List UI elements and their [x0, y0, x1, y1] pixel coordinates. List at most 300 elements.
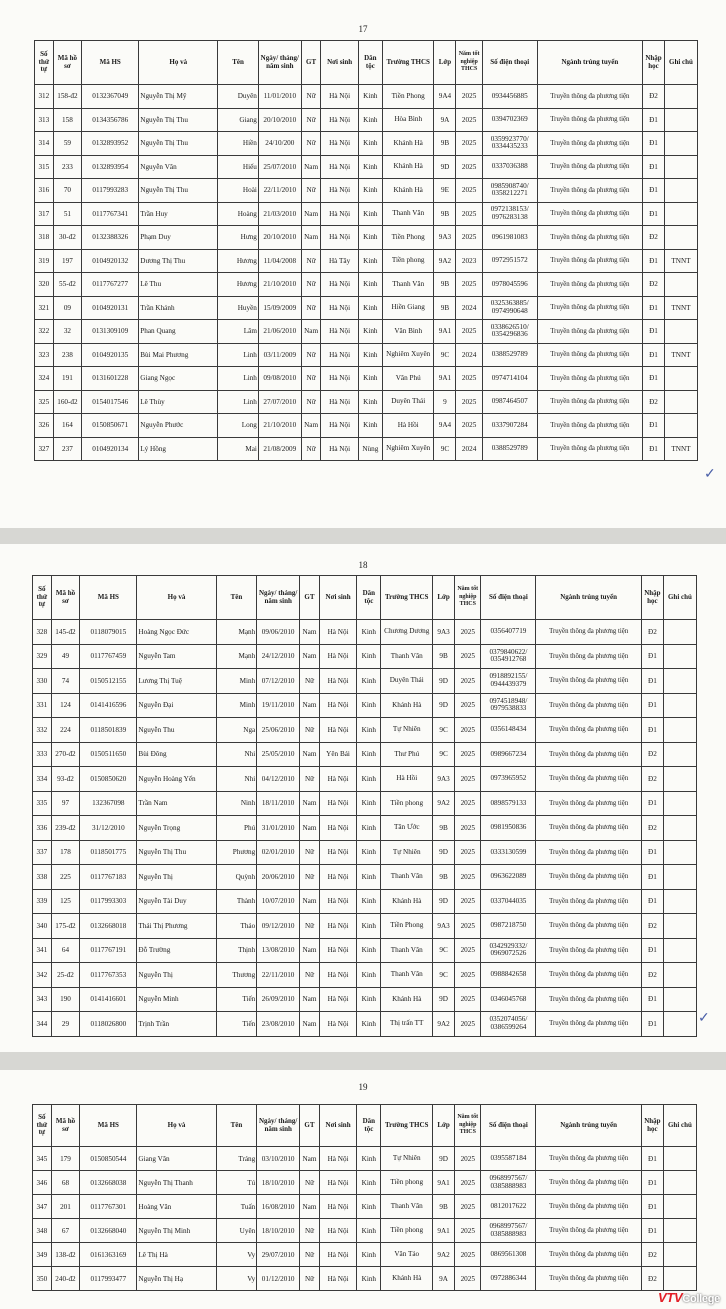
cell-phone: 0918892155/ 0944439379	[481, 669, 536, 694]
cell-surname: Nguyễn Tài Duy	[137, 889, 216, 914]
cell-surname: Nguyễn Thị Thu	[139, 108, 218, 132]
cell-note	[663, 914, 696, 939]
cell-index: 331	[33, 693, 52, 718]
cell-gender: Nữ	[301, 296, 321, 320]
cell-class: 9A	[434, 108, 456, 132]
cell-ethnicity: Kinh	[357, 1012, 381, 1037]
cell-school: Thanh Văn	[381, 1195, 433, 1219]
column-header-grad-year: Năm tốt nghiệp THCS	[455, 1105, 481, 1147]
cell-dob: 16/08/2010	[257, 1195, 300, 1219]
cell-file-code: 64	[51, 938, 80, 963]
cell-phone: 0346045768	[481, 987, 536, 1012]
column-header-student-code: Mã HS	[82, 41, 139, 85]
cell-file-code: 237	[53, 437, 82, 461]
cell-enrollment: Đ2	[641, 1267, 663, 1291]
cell-note	[664, 132, 697, 156]
cell-ethnicity: Kinh	[357, 644, 381, 669]
cell-ethnicity: Kinh	[358, 226, 382, 250]
cell-given-name: Mạnh	[216, 620, 257, 645]
cell-grad-year: 2025	[456, 85, 482, 109]
cell-phone: 0987464507	[482, 390, 537, 414]
cell-school: Thư Phú	[381, 742, 433, 767]
cell-given-name: Giang	[218, 108, 259, 132]
cell-major: Truyền thông đa phương tiện	[536, 963, 642, 988]
cell-class: 9A	[433, 1267, 455, 1291]
cell-given-name: Duyên	[218, 85, 259, 109]
cell-given-name: Hiền	[218, 132, 259, 156]
cell-class: 9A4	[434, 85, 456, 109]
cell-birthplace: Hà Nội	[319, 767, 356, 792]
cell-student-code: 0117767301	[80, 1195, 137, 1219]
cell-given-name: Quỳnh	[216, 865, 257, 890]
cell-note	[663, 1195, 696, 1219]
column-header-school: Trường THCS	[381, 1105, 433, 1147]
cell-class: 9C	[433, 938, 455, 963]
cell-enrollment: Đ2	[643, 273, 665, 297]
table-row	[33, 1219, 697, 1243]
cell-dob: 31/01/2010	[257, 816, 300, 841]
cell-file-code: 191	[53, 367, 82, 391]
cell-index: 320	[35, 273, 54, 297]
cell-class: 9	[434, 390, 456, 414]
cell-surname: Phan Quang	[139, 320, 218, 344]
cell-birthplace: Hà Nội	[321, 296, 358, 320]
table-row	[33, 1171, 697, 1195]
cell-school: Thị trấn TT	[381, 1012, 433, 1037]
cell-phone: 0388529789	[482, 343, 537, 367]
cell-school: Tân Ước	[381, 816, 433, 841]
cell-ethnicity: Kinh	[358, 414, 382, 438]
cell-gender: Nam	[300, 693, 320, 718]
cell-student-code: 0104920135	[82, 343, 139, 367]
table-row	[35, 108, 698, 132]
cell-index: 330	[33, 669, 52, 694]
cell-enrollment: Đ1	[643, 155, 665, 179]
cell-birthplace: Hà Nội	[321, 437, 358, 461]
cell-birthplace: Hà Nội	[321, 320, 358, 344]
cell-ethnicity: Kinh	[357, 767, 381, 792]
vtv-logo-mark: VTV	[657, 1290, 683, 1305]
cell-school: Tiền Phong	[381, 914, 433, 939]
cell-dob: 26/09/2010	[257, 987, 300, 1012]
table-row	[35, 249, 698, 273]
cell-gender: Nam	[300, 791, 320, 816]
check-mark-icon: ✓	[704, 467, 716, 482]
cell-index: 313	[35, 108, 54, 132]
cell-gender: Nữ	[300, 914, 320, 939]
cell-school: Thanh Văn	[381, 938, 433, 963]
cell-given-name: Ninh	[216, 791, 257, 816]
cell-major: Truyền thông đa phương tiện	[536, 840, 642, 865]
cell-gender: Nam	[301, 320, 321, 344]
cell-ethnicity: Kinh	[357, 742, 381, 767]
cell-enrollment: Đ2	[643, 226, 665, 250]
cell-major: Truyền thông đa phương tiện	[537, 414, 642, 438]
cell-dob: 21/06/2010	[258, 320, 301, 344]
cell-phone: 0379840622/ 0354912768	[481, 644, 536, 669]
cell-birthplace: Hà Nội	[319, 963, 356, 988]
cell-major: Truyền thông đa phương tiện	[536, 914, 642, 939]
cell-school: Tiền phong	[381, 791, 433, 816]
cell-file-code: 158-đ2	[53, 85, 82, 109]
cell-phone: 0338626510/ 0354296836	[482, 320, 537, 344]
cell-birthplace: Hà Nội	[321, 179, 358, 203]
cell-enrollment: Đ1	[643, 296, 665, 320]
column-header-note: Ghi chú	[663, 576, 696, 620]
cell-note	[664, 155, 697, 179]
cell-given-name: Tú	[216, 1171, 257, 1195]
cell-note	[663, 620, 696, 645]
cell-index: 339	[33, 889, 52, 914]
cell-note	[663, 791, 696, 816]
cell-phone: 0325363885/ 0974990648	[482, 296, 537, 320]
cell-given-name: Linh	[218, 390, 259, 414]
cell-index: 315	[35, 155, 54, 179]
cell-given-name: Hương	[218, 273, 259, 297]
cell-student-code: 0132893952	[82, 132, 139, 156]
cell-student-code: 0104920134	[82, 437, 139, 461]
column-header-class: Lớp	[433, 576, 455, 620]
cell-major: Truyền thông đa phương tiện	[537, 155, 642, 179]
cell-grad-year: 2025	[455, 1147, 481, 1171]
cell-grad-year: 2025	[455, 767, 481, 792]
cell-dob: 24/12/2010	[257, 644, 300, 669]
cell-dob: 11/04/2008	[258, 249, 301, 273]
cell-index: 325	[35, 390, 54, 414]
cell-class: 9B	[434, 202, 456, 226]
cell-school: Khánh Hà	[381, 889, 433, 914]
cell-surname: Nguyễn Đại	[137, 693, 216, 718]
cell-enrollment: Đ2	[641, 914, 663, 939]
cell-class: 9A4	[434, 414, 456, 438]
cell-enrollment: Đ1	[643, 414, 665, 438]
cell-ethnicity: Kinh	[358, 273, 382, 297]
cell-note	[663, 718, 696, 743]
table-header-row	[35, 41, 698, 85]
cell-school: Tiền phong	[382, 249, 434, 273]
column-header-gender: GT	[300, 576, 320, 620]
cell-major: Truyền thông đa phương tiện	[536, 693, 642, 718]
cell-grad-year: 2025	[455, 1267, 481, 1291]
table-row	[35, 390, 698, 414]
cell-given-name: Thịnh	[216, 938, 257, 963]
column-header-phone: Số điện thoại	[481, 1105, 536, 1147]
cell-phone: 0968997567/ 0385888983	[481, 1171, 536, 1195]
cell-phone: 0974518948/ 0979538833	[481, 693, 536, 718]
cell-student-code: 31/12/2010	[80, 816, 137, 841]
table-row	[35, 296, 698, 320]
cell-given-name: Tiến	[216, 1012, 257, 1037]
cell-note	[663, 1171, 696, 1195]
cell-school: Khánh Hà	[381, 693, 433, 718]
cell-index: 321	[35, 296, 54, 320]
cell-index: 346	[33, 1171, 52, 1195]
cell-note	[664, 108, 697, 132]
cell-school: Khánh Hà	[381, 987, 433, 1012]
cell-surname: Giang Văn	[137, 1147, 216, 1171]
cell-ethnicity: Kinh	[357, 1171, 381, 1195]
cell-grad-year: 2025	[456, 202, 482, 226]
cell-index: 322	[35, 320, 54, 344]
cell-birthplace: Hà Nội	[319, 1219, 356, 1243]
cell-major: Truyền thông đa phương tiện	[537, 437, 642, 461]
vtv-logo-text: College	[682, 1293, 720, 1305]
cell-phone: 0963622089	[481, 865, 536, 890]
cell-dob: 09/12/2010	[257, 914, 300, 939]
cell-surname: Trần Khánh	[139, 296, 218, 320]
table-row	[35, 367, 698, 391]
cell-phone: 0812017622	[481, 1195, 536, 1219]
cell-student-code: 0118501839	[80, 718, 137, 743]
cell-grad-year: 2025	[456, 226, 482, 250]
cell-enrollment: Đ1	[643, 437, 665, 461]
cell-enrollment: Đ1	[643, 320, 665, 344]
cell-ethnicity: Kinh	[357, 1219, 381, 1243]
cell-given-name: Hoài	[218, 179, 259, 203]
column-header-student-code: Mã HS	[80, 1105, 137, 1147]
column-header-major: Ngành trúng tuyển	[537, 41, 642, 85]
cell-enrollment: Đ1	[641, 644, 663, 669]
table-row	[33, 767, 697, 792]
table-row	[33, 693, 697, 718]
cell-index: 314	[35, 132, 54, 156]
cell-student-code: 0132367049	[82, 85, 139, 109]
cell-enrollment: Đ1	[641, 718, 663, 743]
cell-enrollment: Đ1	[641, 987, 663, 1012]
cell-given-name: Thành	[216, 889, 257, 914]
cell-birthplace: Hà Nội	[321, 108, 358, 132]
cell-grad-year: 2025	[455, 1219, 481, 1243]
table-header-row	[33, 576, 697, 620]
check-mark-icon: ✓	[698, 1011, 710, 1026]
cell-grad-year: 2025	[455, 669, 481, 694]
cell-dob: 18/11/2010	[257, 791, 300, 816]
cell-student-code: 0117767183	[80, 865, 137, 890]
cell-dob: 27/07/2010	[258, 390, 301, 414]
cell-ethnicity: Kinh	[357, 938, 381, 963]
cell-surname: Nguyễn Phước	[139, 414, 218, 438]
cell-grad-year: 2025	[455, 791, 481, 816]
cell-grad-year: 2025	[456, 132, 482, 156]
cell-birthplace: Hà Nội	[319, 620, 356, 645]
cell-student-code: 0117767191	[80, 938, 137, 963]
cell-school: Khánh Hà	[382, 179, 434, 203]
cell-note	[663, 1147, 696, 1171]
cell-class: 9C	[434, 343, 456, 367]
cell-major: Truyền thông đa phương tiện	[536, 644, 642, 669]
column-header-grad-year: Năm tốt nghiệp THCS	[455, 576, 481, 620]
cell-index: 316	[35, 179, 54, 203]
cell-birthplace: Hà Nội	[321, 85, 358, 109]
cell-phone: 0989667234	[481, 742, 536, 767]
cell-given-name: Nhi	[216, 767, 257, 792]
cell-file-code: 124	[51, 693, 80, 718]
cell-phone: 0974714104	[482, 367, 537, 391]
cell-gender: Nam	[300, 1147, 320, 1171]
cell-gender: Nữ	[300, 767, 320, 792]
cell-school: Tự Nhiên	[381, 1147, 433, 1171]
cell-index: 317	[35, 202, 54, 226]
document-page-18	[0, 544, 726, 1052]
cell-phone: 0388529789	[482, 437, 537, 461]
table-row	[33, 865, 697, 890]
cell-class: 9A2	[433, 1243, 455, 1267]
cell-ethnicity: Kinh	[357, 889, 381, 914]
cell-phone: 0352074056/ 0386599264	[481, 1012, 536, 1037]
column-header-dob: Ngày/ tháng/ năm sinh	[257, 1105, 300, 1147]
cell-surname: Nguyễn Thị Thanh	[137, 1171, 216, 1195]
cell-given-name: Linh	[218, 367, 259, 391]
cell-given-name: Tiến	[216, 987, 257, 1012]
cell-school: Duyên Thái	[381, 669, 433, 694]
cell-given-name: Minh	[216, 693, 257, 718]
column-header-class: Lớp	[434, 41, 456, 85]
cell-dob: 01/12/2010	[257, 1267, 300, 1291]
cell-dob: 09/08/2010	[258, 367, 301, 391]
cell-gender: Nữ	[300, 669, 320, 694]
cell-grad-year: 2025	[456, 390, 482, 414]
cell-note	[663, 1243, 696, 1267]
cell-index: 323	[35, 343, 54, 367]
cell-phone: 0987218750	[481, 914, 536, 939]
cell-birthplace: Hà Tây	[321, 249, 358, 273]
cell-surname: Nguyễn Trọng	[137, 816, 216, 841]
cell-note	[663, 742, 696, 767]
cell-class: 9A3	[433, 620, 455, 645]
table-row	[33, 816, 697, 841]
cell-gender: Nữ	[301, 108, 321, 132]
cell-gender: Nữ	[301, 367, 321, 391]
cell-major: Truyền thông đa phương tiện	[536, 1219, 642, 1243]
table-row	[35, 273, 698, 297]
cell-class: 9A1	[434, 367, 456, 391]
cell-grad-year: 2025	[456, 320, 482, 344]
cell-dob: 03/10/2010	[257, 1147, 300, 1171]
cell-enrollment: Đ1	[643, 249, 665, 273]
cell-surname: Trịnh Trần	[137, 1012, 216, 1037]
cell-major: Truyền thông đa phương tiện	[537, 273, 642, 297]
cell-surname: Bùi Mai Phương	[139, 343, 218, 367]
cell-class: 9A1	[433, 1219, 455, 1243]
cell-file-code: 51	[53, 202, 82, 226]
cell-note	[664, 414, 697, 438]
cell-major: Truyền thông đa phương tiện	[536, 767, 642, 792]
cell-student-code: 0141416601	[80, 987, 137, 1012]
cell-index: 345	[33, 1147, 52, 1171]
cell-student-code: 0117767277	[82, 273, 139, 297]
cell-index: 335	[33, 791, 52, 816]
cell-school: Thanh Văn	[382, 202, 434, 226]
column-header-birthplace: Nơi sinh	[319, 1105, 356, 1147]
cell-school: Tiền Phong	[382, 226, 434, 250]
cell-school: Khánh Hà	[381, 1267, 433, 1291]
cell-given-name: Huyền	[218, 296, 259, 320]
cell-given-name: Long	[218, 414, 259, 438]
cell-birthplace: Hà Nội	[321, 226, 358, 250]
cell-file-code: 93-đ2	[51, 767, 80, 792]
cell-grad-year: 2025	[456, 155, 482, 179]
cell-class: 9A1	[433, 1171, 455, 1195]
cell-dob: 23/08/2010	[257, 1012, 300, 1037]
cell-grad-year: 2024	[456, 437, 482, 461]
cell-class: 9B	[433, 865, 455, 890]
cell-school: Duyên Thái	[382, 390, 434, 414]
column-header-enrollment: Nhập học	[641, 576, 663, 620]
cell-note	[663, 816, 696, 841]
cell-phone: 0934456885	[482, 85, 537, 109]
cell-ethnicity: Kinh	[358, 85, 382, 109]
cell-surname: Lương Thị Tuệ	[137, 669, 216, 694]
cell-major: Truyền thông đa phương tiện	[536, 1267, 642, 1291]
cell-student-code: 0150511650	[80, 742, 137, 767]
cell-major: Truyền thông đa phương tiện	[536, 987, 642, 1012]
table-row	[33, 620, 697, 645]
cell-class: 9D	[434, 155, 456, 179]
column-header-birthplace: Nơi sinh	[319, 576, 356, 620]
cell-surname: Nguyễn Thu	[137, 718, 216, 743]
cell-index: 324	[35, 367, 54, 391]
cell-file-code: 270-đ2	[51, 742, 80, 767]
table-row	[33, 1243, 697, 1267]
cell-student-code: 0132388326	[82, 226, 139, 250]
cell-student-code: 0150850544	[80, 1147, 137, 1171]
cell-file-code: 239-đ2	[51, 816, 80, 841]
cell-birthplace: Hà Nội	[321, 367, 358, 391]
table-row	[35, 85, 698, 109]
cell-enrollment: Đ1	[641, 889, 663, 914]
cell-class: 9D	[433, 840, 455, 865]
cell-index: 333	[33, 742, 52, 767]
cell-ethnicity: Kinh	[357, 865, 381, 890]
cell-phone: 0985908740/ 0358212271	[482, 179, 537, 203]
cell-school: Văn Phú	[382, 367, 434, 391]
cell-ethnicity: Kinh	[357, 1147, 381, 1171]
cell-class: 9D	[433, 669, 455, 694]
cell-ethnicity: Kinh	[358, 108, 382, 132]
cell-birthplace: Hà Nội	[319, 669, 356, 694]
cell-surname: Phạm Duy	[139, 226, 218, 250]
cell-note	[663, 963, 696, 988]
cell-ethnicity: Nùng	[358, 437, 382, 461]
cell-school: Hòa Bình	[382, 108, 434, 132]
cell-ethnicity: Kinh	[358, 320, 382, 344]
cell-school: Tiền phong	[381, 1219, 433, 1243]
cell-class: 9A3	[433, 767, 455, 792]
cell-gender: Nữ	[300, 1171, 320, 1195]
cell-surname: Nguyễn Thị Mỹ	[139, 85, 218, 109]
cell-surname: Đỗ Trường	[137, 938, 216, 963]
cell-enrollment: Đ2	[641, 963, 663, 988]
cell-grad-year: 2025	[455, 742, 481, 767]
table-header-row	[33, 1105, 697, 1147]
cell-gender: Nam	[301, 202, 321, 226]
cell-index: 328	[33, 620, 52, 645]
cell-birthplace: Hà Nội	[321, 414, 358, 438]
cell-surname: Nguyễn Thị Thu	[137, 840, 216, 865]
cell-given-name: Tráng	[216, 1147, 257, 1171]
column-header-enrollment: Nhập học	[643, 41, 665, 85]
table-row	[33, 1195, 697, 1219]
cell-file-code: 29	[51, 1012, 80, 1037]
cell-given-name: Lâm	[218, 320, 259, 344]
cell-enrollment: Đ1	[643, 202, 665, 226]
column-header-dob: Ngày/ tháng/ năm sinh	[257, 576, 300, 620]
cell-enrollment: Đ1	[641, 1012, 663, 1037]
cell-dob: 21/10/2010	[258, 273, 301, 297]
cell-grad-year: 2025	[455, 644, 481, 669]
column-header-phone: Số điện thoại	[482, 41, 537, 85]
cell-enrollment: Đ1	[643, 179, 665, 203]
